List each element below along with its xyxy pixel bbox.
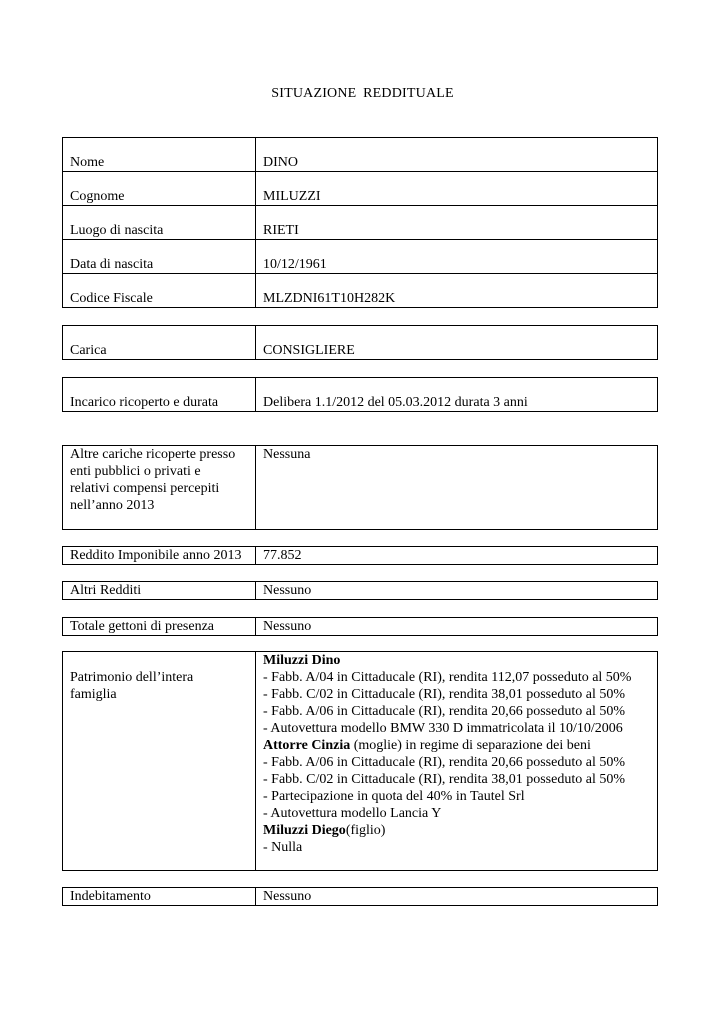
carica-table — [62, 325, 658, 360]
line-text: - Partecipazione in quota del 40% in Tautel Srl — [263, 789, 525, 804]
field-label: Nome — [63, 138, 256, 172]
patrimonio-line — [263, 720, 650, 737]
field-value: Nessuno — [256, 618, 658, 636]
table-row — [63, 274, 658, 308]
patrimonio-table — [62, 651, 658, 871]
field-label: Reddito Imponibile anno 2013 — [63, 547, 256, 565]
field-value: 10/12/1961 — [256, 240, 658, 274]
reddito-table — [62, 546, 658, 565]
table-row — [63, 618, 658, 636]
field-value: Nessuno — [256, 888, 658, 906]
label-line: relativi compensi percepiti — [70, 481, 220, 496]
line-text: (moglie) in regime di separazione dei beni — [350, 738, 591, 753]
patrimonio-line — [263, 669, 650, 686]
label-line: Altre cariche ricoperte presso — [70, 447, 236, 462]
field-value: RIETI — [256, 206, 658, 240]
altre-cariche-table — [62, 445, 658, 530]
owner-name: Attorre Cinzia — [263, 738, 351, 753]
owner-name: Miluzzi Diego — [263, 823, 346, 838]
field-label: Cognome — [63, 172, 256, 206]
line-text: - Nulla — [263, 840, 303, 855]
label-line: famiglia — [70, 687, 117, 702]
field-value: MLZDNI61T10H282K — [256, 274, 658, 308]
field-label: Incarico ricoperto e durata — [63, 378, 256, 412]
patrimonio-line — [263, 703, 650, 720]
field-label: Indebitamento — [63, 888, 256, 906]
line-text: - Fabb. C/02 in Cittaducale (RI), rendita 38,01 posseduto al 50% — [263, 687, 625, 702]
table-row — [63, 240, 658, 274]
patrimonio-line — [263, 771, 650, 788]
line-text: - Fabb. A/04 in Cittaducale (RI), rendita 112,07 posseduto al 50% — [263, 670, 632, 685]
field-value: Delibera 1.1/2012 del 05.03.2012 durata 3 anni — [256, 378, 658, 412]
patrimonio-line — [263, 652, 650, 669]
table-row — [63, 446, 658, 530]
table-row — [63, 547, 658, 565]
field-label: Data di nascita — [63, 240, 256, 274]
field-value: CONSIGLIERE — [256, 326, 658, 360]
table-row — [63, 378, 658, 412]
owner-name: Miluzzi Dino — [263, 653, 341, 668]
table-row — [63, 888, 658, 906]
table-row — [63, 582, 658, 600]
incarico-table — [62, 377, 658, 412]
patrimonio-line — [263, 839, 650, 856]
label-line: Patrimonio dell’intera — [70, 670, 194, 685]
line-text: - Autovettura modello BMW 330 D immatricolata il 10/10/2006 — [263, 721, 623, 736]
field-value: DINO — [256, 138, 658, 172]
patrimonio-line — [263, 788, 650, 805]
field-label: Luogo di nascita — [63, 206, 256, 240]
line-text: - Fabb. A/06 in Cittaducale (RI), rendita 20,66 posseduto al 50% — [263, 704, 625, 719]
label-line: nell’anno 2013 — [70, 498, 155, 513]
field-value: Nessuna — [256, 446, 658, 530]
table-row — [63, 206, 658, 240]
patrimonio-line — [263, 805, 650, 822]
field-label: Altri Redditi — [63, 582, 256, 600]
table-row — [63, 138, 658, 172]
field-value: Nessuno — [256, 582, 658, 600]
line-text: - Autovettura modello Lancia Y — [263, 806, 442, 821]
field-value: MILUZZI — [256, 172, 658, 206]
indebitamento-table — [62, 887, 658, 906]
field-value: 77.852 — [256, 547, 658, 565]
document-title: SITUAZIONE REDDITUALE — [271, 86, 454, 101]
field-label — [63, 652, 256, 871]
field-label: Totale gettoni di presenza — [63, 618, 256, 636]
table-row — [63, 172, 658, 206]
line-text: (figlio) — [345, 823, 386, 838]
patrimonio-line — [263, 686, 650, 703]
table-row — [63, 652, 658, 871]
patrimonio-value — [256, 652, 658, 871]
altri-redditi-table — [62, 581, 658, 600]
line-text: - Fabb. C/02 in Cittaducale (RI), rendita 38,01 posseduto al 50% — [263, 772, 625, 787]
field-label — [63, 446, 256, 530]
field-label: Codice Fiscale — [63, 274, 256, 308]
line-text: - Fabb. A/06 in Cittaducale (RI), rendita 20,66 posseduto al 50% — [263, 755, 625, 770]
patrimonio-line — [263, 754, 650, 771]
patrimonio-line — [263, 822, 650, 839]
anagrafica-table — [62, 137, 658, 308]
field-label: Carica — [63, 326, 256, 360]
gettoni-table — [62, 617, 658, 636]
patrimonio-line — [263, 737, 650, 754]
label-line: enti pubblici o privati e — [70, 464, 201, 479]
table-row — [63, 326, 658, 360]
